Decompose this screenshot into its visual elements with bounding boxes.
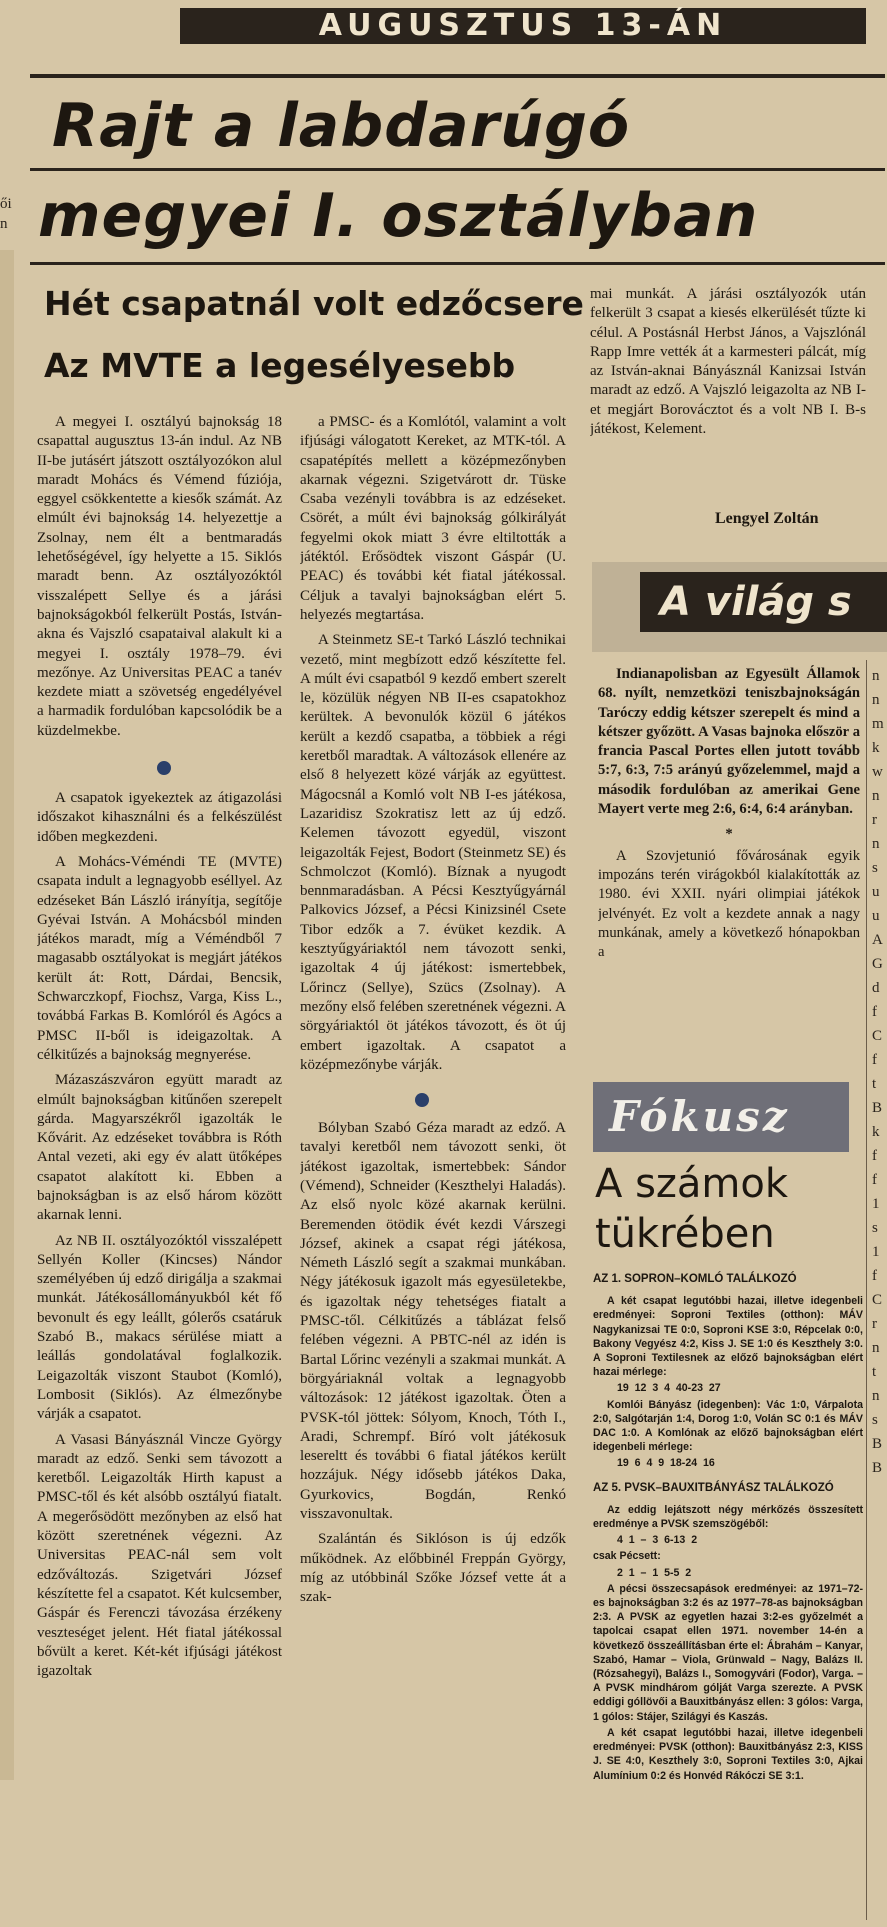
separator-dot-wrap <box>300 1081 566 1119</box>
stats-paragraph: Komlói Bányász (idegenben): Vác 1:0, Várpalota 2:0, Salgótarján 1:4, Dorog 1:0, Volán SC 0:1 és MÁV DAC 1:0. A Komlónak az előző bajnokságban elért idegenbeli mérlege: <box>593 1398 863 1454</box>
right-edge-letter: 1 <box>872 1244 880 1260</box>
left-edge-text-1: ői <box>0 196 12 212</box>
right-edge-letter: r <box>872 1316 877 1332</box>
right-edge-letter: k <box>872 1124 880 1140</box>
author-byline: Lengyel Zoltán <box>715 510 819 527</box>
date-banner: AUGUSZTUS 13-ÁN <box>180 8 866 44</box>
right-edge-letter: f <box>872 1268 877 1284</box>
vilag-header-title: A világ s <box>640 572 887 632</box>
stats-paragraph: A két csapat legutóbbi hazai, illetve idegenbeli eredményei: PVSK (otthon): Bauxitbányász 2:3, KISS J. SE 4:0, Keszthely 3:0, Soproni Textiles 3:0, Ajkai Alumínium 0:2 és Honvéd Rákóczi SE 3:1. <box>593 1726 863 1782</box>
headline-line-1: Rajt a labdarúgó <box>52 91 631 161</box>
paragraph: a PMSC- és a Komlótól, valamint a volt ifjúsági válogatott Kereket, az MTK-tól. A csapatépítés mellett a középmezőnyben akarnak végezni. Szigetvárott dr. Tüske Csaba vezényli továbbra is az edzéseket. Csörét, a múlt évi bajnokság gólkirályát fegyelmi okok miatt 3 évre eltiltották a játéktól. Erősödtek viszont Gáspár (U. PEAC) és további két fiatal játékossal. Céljuk a tavalyi bajnokságban elért 5. helyezés megtartása. <box>300 414 566 623</box>
right-edge-letter: C <box>872 1028 883 1044</box>
right-edge-letter: s <box>872 1220 878 1236</box>
paragraph: Mázaszászváron együtt maradt az elmúlt bajnokságban kitűnően szerepelt gárda. Magyarszékről igazolták le Kővárit. Az edzéseket továbbra is Róth Antal vezeti, aki egy év alatt ütőképes csapatot alakított ki. Ebben a bajnokságban is az első három között akarnak lenni. <box>37 1072 282 1224</box>
stats-record: 19 12 3 4 40-23 27 <box>617 1382 721 1395</box>
right-edge-letter: C <box>872 1292 883 1308</box>
rule-bottom <box>30 262 885 265</box>
right-edge-letter: f <box>872 1004 877 1020</box>
paragraph: A Steinmetz SE-t Tarkó László technikai vezető, mint megbízott edző készítette fel. A múlt évi csapatból 9 kezdő embert szerelt le, közülük négyen NB II-es csapatokhoz kerültek. A bevonulók közül 6 játékos került a kezdő csapatba, a többiek a régi keretből maradtak. A változások ellenére az első 8 helyezett közé várják az együttest. Mágocsnál a Komló volt NB I-es játékosa, Lazaridisz Szokratisz lett az új edző. Kelemen távozott egyedül, viszont leigazolták Fejest, Bodort (Steinmetz SE) és Schmolczot (Komló). Bíznak a nyugodt bennmaradásban. A Pécsi Kesztyűgyárnál Palkovics József, a Pécsi Kinizsinél Csete Tibor edzők a 7. évüket kezdik. A kesztyűgyáriaktól nem távozott senki, igazoltak 4 új játékost: ismertebbek, Lőrincz (Sellye), Szücs (Zsolnay). A mezőny első felében szeretnének végezni. A sörgyáriaktól öt játékos távozott, és öt új embert igazoltak. A csapatot a középmezőnybe várják. <box>300 632 566 1073</box>
right-edge-letter: n <box>872 1340 880 1356</box>
paragraph: A megyei I. osztályú bajnokság 18 csapattal augusztus 13-án indul. Az NB II-be jutásért játszott osztályozókon alul maradt Mohács és Vémend fúziója, eggyel csökkentette a kiesők számát. Az elmúlt évi bajnokság 14. helyezettje a Zsolnay, nem élt a bentmaradás lehetőségével, így helyette a 15. Siklós maradt benn. Az osztályozóktól visszalépett Sellye és a járási bajnokságokból felkerült Postás, István-akna és Vajszló csapataival alakult ki a megyei I. osztály 1978–79. évi mezőnye. Az Universitas PEAC a tanév kezdete miatt a szövetség engedélyével a harmadik fordulóban kapcsolódik be a küzdelmekbe. <box>37 414 282 739</box>
stats-record: 2 1 – 1 5-5 2 <box>617 1566 692 1579</box>
left-edge-fragment <box>0 194 14 234</box>
rule-middle <box>30 168 885 171</box>
right-edge-letter: G <box>872 956 883 972</box>
paragraph: A csapatok igyekeztek az átigazolási időszakot kihasználni és a felkészülést időben megkezdeni. <box>37 790 282 845</box>
right-edge-letter: B <box>872 1436 883 1452</box>
paragraph: Szalántán és Siklóson is új edzők működnek. Az előbbinél Freppán György, míg az utóbbinál Szőke József vette át a szak- <box>300 1531 566 1606</box>
right-edge-letter: f <box>872 1052 877 1068</box>
stats-section-title: AZ 5. PVSK–BAUXITBÁNYÁSZ TALÁLKOZÓ <box>593 1481 834 1494</box>
stats-section-title: AZ 1. SOPRON–KOMLÓ TALÁLKOZÓ <box>593 1273 797 1285</box>
right-edge-letter: k <box>872 740 880 756</box>
right-edge-letter: B <box>872 1460 883 1476</box>
separator-dot <box>415 1093 429 1107</box>
fokusz-header: Fókusz <box>593 1082 849 1152</box>
left-edge-text-2: n <box>0 216 8 232</box>
right-edge-letter: n <box>872 788 880 804</box>
right-edge-letter: u <box>872 884 880 900</box>
asterisk-separator: * <box>725 826 733 843</box>
right-edge-letter: t <box>872 1364 877 1380</box>
paragraph: mai munkát. A járási osztályozók után felkerült 3 csapat a kiesés elkerülését tűzte ki célul. A Postásnál Herbst János, a Vajszlónál Rapp Imre vették át a karmesteri pálcát, míg az István-aknai Bányásznál Kanizsai István maradt az edző. A Vajszló leigazolta az NB I-et megjárt Borovácztot és a volt NB I. B-s játékost, Kelement. <box>590 286 866 438</box>
subhead-2: Az MVTE a legesélyesebb <box>44 346 516 385</box>
separator-dot-wrap <box>37 747 282 789</box>
stats-paragraph: Az eddig lejátszott négy mérkőzés összesített eredménye a PVSK szemszögéből: <box>593 1503 863 1531</box>
right-edge-letter: s <box>872 1412 878 1428</box>
subhead-1: Hét csapatnál volt edzőcsere <box>44 284 584 323</box>
right-edge-letter: f <box>872 1148 877 1164</box>
right-edge-letter: B <box>872 1100 883 1116</box>
right-edge-letter: n <box>872 668 880 684</box>
right-edge-letter: 1 <box>872 1196 880 1212</box>
right-edge-letter: d <box>872 980 880 996</box>
rule-top <box>30 74 885 78</box>
right-edge-letter: A <box>872 932 883 948</box>
paragraph: A Vasasi Bányásznál Vincze György maradt az edző. Senki sem távozott a keretből. Leigazolták Hirth kapust a PMSC-től és két alsóbb osztályú fiatalt. A megerősödött mezőnyben az első hat között szeretnének végezni. Az Universitas PEAC-nál sem volt edzőváltozás. Szigetvári József készítette fel a csapatot. Két kulcsember, Gáspár és Ferenczi távozása érzékeny veszteséget jelent. Hét fiatal játékossal bővült a keret. Két-két ifjúsági játékost igazoltak <box>37 1431 282 1680</box>
stats-record: 4 1 – 3 6-13 2 <box>617 1534 698 1547</box>
right-column-rule <box>866 660 867 1920</box>
article-column-3 <box>590 285 866 505</box>
paragraph: A Szovjetunió fővárosának egyik impozáns terén virágokból kialakították az 1980. évi XXII. nyári olimpiai játékok jelvényét. Ez volt a kezdete annak a nagy munkának, amely a következő hónapokban a <box>598 847 860 961</box>
szamok-title-1: A számok <box>595 1161 789 1207</box>
szamok-title-2: tükrében <box>595 1211 775 1257</box>
paragraph: Bólyban Szabó Géza maradt az edző. A tavalyi keretből nem távozott senki, öt játékost igazoltak, ismertebbek: Sándor (Vémend), Schneider (Keszthelyi Haladás). Az első nyolc közé akarnak kerülni. Beremenden ötödik évét kezdi Várszegi József, akinek a csapat régi játékosa, Németh László segít a szakmai munkában. Négy játékosuk igazolt más egyesületekbe, és igazoltak négy tehetséges fiatalt a PMSC-től. Célkitűzés a táblázat felső felében végezni. A PBTC-nél az idén is Bartal Lőrinc vezényli a szakmai munkát. A börgyáriaknál voltak a legnagyobb változások: 12 játékost igazoltak. Öten a PVSK-tól jöttek: Sólyom, Knoch, Tóth I., Aradi, Schrempf. Bíró volt játékosuk lesereltt és további 6 fiatal játékos került hozzájuk. Négy idősebb játékos Daka, Gyurkovics, Bogdán, Renkó visszavonultak. <box>300 1120 566 1523</box>
right-edge-letter: n <box>872 692 880 708</box>
paragraph: A Mohács-Véméndi TE (MVTE) csapata indult a legnagyobb eséllyel. Az edzéseket Bán László irányítja, segítője Gyévai István. A Mohácsból minden játékos maradt, míg a Véméndből 7 magasabb osztályokat is megjárt játékos került át: Rott, Dárdai, Bencsik, Schwarczkopf, Fiochsz, Varga, Kiss L., továbbá Farkas B. Komlóról és Agócs a PMSC II-ből is ideigazoltak. A célkitűzés a bajnokság megnyerése. <box>37 853 282 1063</box>
right-edge-letter: m <box>872 716 884 732</box>
stats-column <box>593 1262 863 1924</box>
right-edge-letter: s <box>872 860 878 876</box>
article-column-1 <box>37 413 282 1923</box>
paragraph: Indianapolisban az Egyesült Államok 68. nyílt, nemzetközi teniszbajnokságán Taróczy eddig kétszer szerepelt és mind a kétszer győzött. A Vasas bajnoka először a francia Pascal Portes ellen jutott tovább 5:7, 6:3, 7:5 arányú győzelemmel, majd a második fordulóban az amerikai Gene Mayert verte meg 2:6, 6:4, 6:4 arányban. <box>598 666 860 818</box>
headline-line-2: megyei I. osztályban <box>38 181 759 251</box>
stats-paragraph: A két csapat legutóbbi hazai, illetve idegenbeli eredményei: Soproni Textiles (otthon): MÁV Nagykanizsai TE 0:0, Soproni KSE 3:0, Répcelak 0:0, Bakony Vegyész 4:2, Kiss J. SE 1:0 és Keszthely 3:0. A Soproni Textilesnek az előző bajnokságban elért hazai mérlege: <box>593 1295 863 1379</box>
right-edge-letter: u <box>872 908 880 924</box>
stats-record: 19 6 4 9 18-24 16 <box>617 1457 715 1470</box>
article-column-2 <box>300 413 566 1923</box>
right-edge-letter: n <box>872 836 880 852</box>
vilag-column <box>598 665 860 1065</box>
stats-subtitle: csak Pécsett: <box>593 1550 661 1563</box>
right-edge-letter: w <box>872 764 883 780</box>
left-edge-scrap <box>0 250 14 1780</box>
right-edge-letter: n <box>872 1388 880 1404</box>
separator-dot <box>157 761 171 775</box>
paragraph: Az NB II. osztályozóktól visszalépett Sellyén Koller (Kincses) Nándor személyében új edző dirigálja a szakmai munkát. Játékosállományukból két fő bevonult és egy leállt, gólerős csatáruk Szabó B., makacs sérülése miatt a leállás gondolatával foglalkozik. Leigazolták viszont Staubot (Komló), Lombosit (Siklós). Az élmezőnybe várják a csapatot. <box>37 1232 282 1423</box>
stats-paragraph: A pécsi összecsapások eredményei: az 1971–72-es bajnokságban 3:2 és az 1977–78-as bajnokságban 2:3. A PVSK az egyetlen hazai 3:2-es győzelmét a tapolcai csapat ellen 1971. november 14-én a következő összeállításban érte el: Ábrahám – Kanyar, Szabó, Hamar – Viola, Grünwald – Nagy, Balázs II. (Rózsahegyi), Balázs I., Somogyvári (Fodor), Varga. – A PVSK mindhárom gólját Varga szerezte. A PVSK eddigi góllövői a Bauxitbányász ellen: 3 gólos: Varga, 1 gólos: Stájer, Szilágyi és Kaszás. <box>593 1582 863 1723</box>
right-edge-fragments <box>872 664 887 1480</box>
right-edge-letter: t <box>872 1076 877 1092</box>
right-edge-letter: r <box>872 812 877 828</box>
right-edge-letter: f <box>872 1172 877 1188</box>
